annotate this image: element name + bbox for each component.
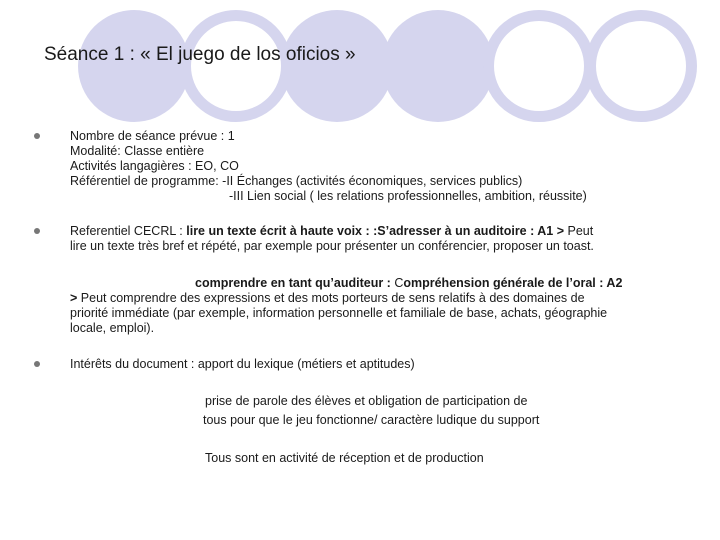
participation-line-2: tous pour que le jeu fonctionne/ caractère ludique du support [203, 413, 540, 427]
participation-line-1: prise de parole des élèves et obligation de participation de [205, 394, 528, 408]
circle-decoration [180, 10, 292, 122]
cecrl-prefix: Referentiel CECRL : [70, 224, 187, 238]
cecrl-a2-skill: comprendre en tant qu’auditeur : [195, 276, 395, 290]
program-reference-iii: -III Lien social ( les relations professionnelles, ambition, réussite) [229, 189, 587, 203]
cecrl-a2-level: ompréhension générale de l’oral : A2 [403, 276, 623, 290]
cecrl-line-1 [70, 224, 690, 239]
cecrl-a1-skill: lire un texte écrit à haute voix : :S’adresser à un auditoire : A1 > [186, 224, 565, 238]
circle-decoration [382, 10, 494, 122]
cecrl-a2-heading [70, 276, 690, 291]
language-activities: Activités langagières : EO, CO [70, 159, 239, 173]
interests-line: Intérêts du document : apport du lexique (métiers et aptitudes) [70, 357, 415, 371]
circle-decoration [281, 10, 393, 122]
modality: Modalité: Classe entière [70, 144, 205, 158]
cecrl-a2-letter: C [394, 276, 404, 290]
bullet-dot [34, 361, 40, 367]
cecrl-arrow: > [70, 291, 78, 305]
cecrl-reference [70, 224, 690, 254]
cecrl-a2-desc-2: priorité immédiate (par exemple, information personnelle et familiale de base, achats, géographie [70, 306, 608, 320]
circle-decoration [483, 10, 595, 122]
circle-decoration [78, 10, 190, 122]
bullet-dot [34, 133, 40, 139]
cecrl-a2-desc-1-text: Peut comprendre des expressions et des mots porteurs de sens relatifs à des domaines de [77, 291, 585, 305]
cecrl-a2-desc-1 [70, 291, 690, 306]
program-reference: Référentiel de programme: -II Échanges (activités économiques, services publics) [70, 174, 523, 188]
cecrl-a2-block [70, 276, 690, 336]
document-interests [70, 357, 690, 372]
cecrl-a1-desc-start: Peut [564, 224, 594, 238]
activity-line: Tous sont en activité de réception et de production [205, 451, 484, 465]
cecrl-a2-desc-3: locale, emploi). [70, 321, 155, 335]
session-count: Nombre de séance prévue : 1 [70, 129, 235, 143]
session-info [70, 129, 690, 204]
bullet-dot [34, 228, 40, 234]
cecrl-a1-desc: lire un texte très bref et répété, par exemple pour présenter un conférencier, proposer un toast. [70, 239, 594, 253]
slide-title: Séance 1 : « El juego de los oficios » [44, 44, 356, 65]
circle-decoration [585, 10, 697, 122]
